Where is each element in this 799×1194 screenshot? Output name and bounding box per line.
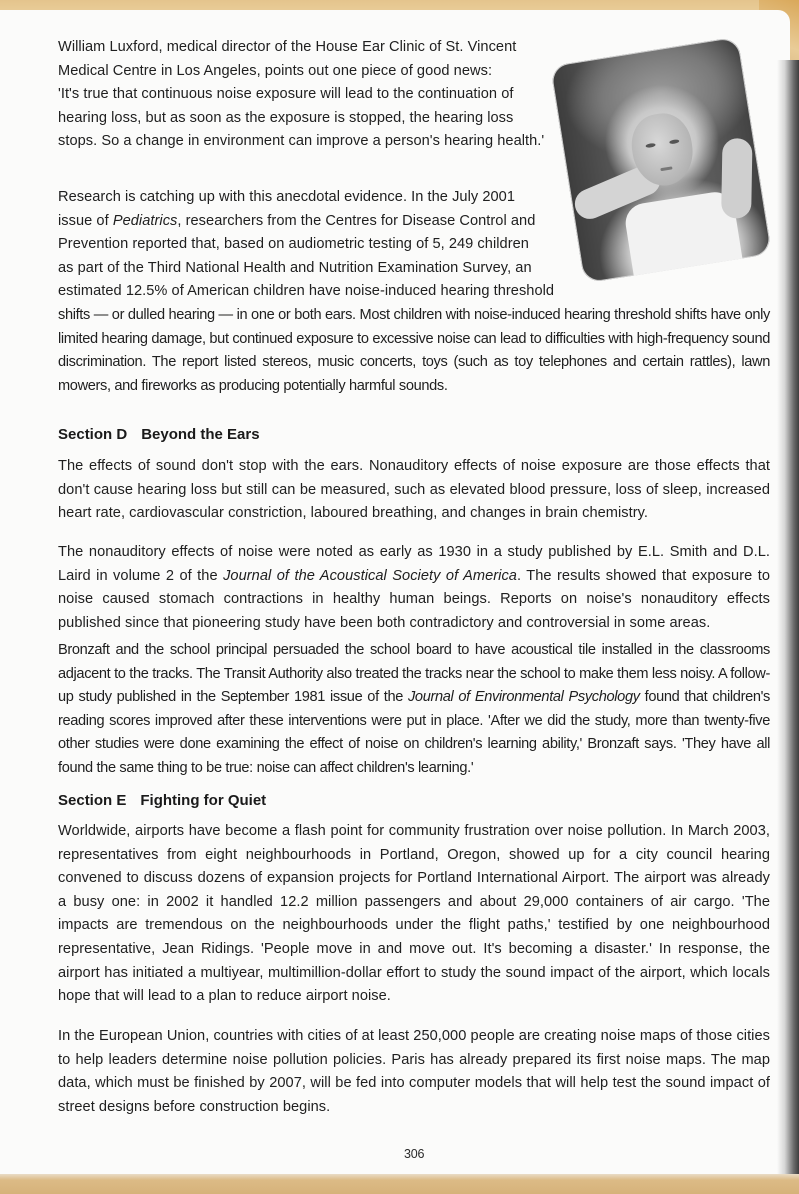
section-d-paragraph-1 (58, 455, 770, 526)
text-line: Prevention reported that, based on audiometric testing of 5, 249 children (58, 236, 529, 253)
paragraph-text: The effects of sound don't stop with the ears. Nonauditory effects of noise exposure are those effects that don't cause hearing loss but still can be measured, such as elevated blood pressure, loss of sleep, increased heart rate, cardiovascular constriction, laboured breathing, and changes in brain chemistry. (58, 458, 770, 522)
text-line: Medical Centre in Los Angeles, points out one piece of good news: (58, 62, 493, 79)
text-span: Bronzaft and the school principal persuaded the school board to have acoustical tile installed in the classrooms adjacent to the tracks. The Transit Authority also treated the tracks near the school to make them less noisy. A follow-up study published in the September 1981 issue of the (58, 642, 770, 706)
section-d-heading (58, 426, 260, 443)
paragraph-text: In the European Union, countries with cities of at least 250,000 people are creating noise maps of those cities to help leaders determine noise pollution policies. Paris has already prepared its first noise maps. The map data, which must be finished by 2007, will be fed into computer models that will help test the sound impact of street designs before construction begins. (58, 1028, 770, 1115)
section-e-paragraph-1 (58, 820, 770, 1009)
intro-paragraph-1 (58, 36, 558, 154)
paragraph-text (58, 639, 770, 781)
text-span: , researchers from the Centres for Disease Control and (177, 212, 536, 229)
text-line: Research is catching up with this anecdotal evidence. In the July 2001 (58, 189, 515, 205)
paragraph-text: Worldwide, airports have become a flash point for community frustration over noise pollution. In March 2003, representatives from eight neighbourhoods in Portland, Oregon, showed up for a city council hearing convened to discuss dozens of expansion projects for Portland International Airport. The airport was already a busy one: in 2002 it handled 12.2 million passengers and about 29,000 containers of air cargo. 'The impacts are tremendous on the neighbourhoods under the flight paths,' testified by one neighbourhood representative, Jean Ridings. 'People move in and move out. It's becoming a disaster.' In response, the airport has initiated a multiyear, multimillion-dollar effort to study the sound impact of the airport, which locals hope that will lead to a plan to reduce airport noise. (58, 823, 770, 1005)
photo-arm-right-shape (721, 138, 752, 219)
journal-title-pediatrics: Pediatrics (112, 212, 178, 229)
section-d-paragraph-2 (58, 541, 770, 635)
section-e-heading (58, 792, 266, 809)
section-d-label: Section D (58, 426, 128, 443)
intro-paragraph-2-narrow (58, 186, 578, 304)
text-span: The nonauditory effects of noise were noted as early as 1930 in a study published by E.L. Smith and D.L. Laird in volume 2 of the (58, 544, 770, 584)
paragraph-text: shifts — or dulled hearing — in one or both ears. Most children with noise-induced hearing threshold shifts have only limited hearing damage, but continued exposure to excessive noise can lead to difficulties with high-frequency sound discrimination. The report listed stereos, music concerts, toys (such as toy telephones and certain rattles), lawn mowers, and fireworks as producing potentially harmful sounds. (58, 307, 770, 394)
journal-title-environmental-psychology: Journal of Environmental Psychology (407, 689, 640, 706)
section-d-title: Beyond the Ears (141, 426, 260, 443)
text-line: 'It's true that continuous noise exposure will lead to the continuation of (58, 86, 514, 103)
book-bottom-edge (0, 1174, 799, 1194)
journal-title-acoustical-society: Journal of the Acoustical Society of America (223, 567, 517, 584)
page-number: 306 (404, 1147, 425, 1161)
intro-paragraph-2-rest (58, 304, 770, 398)
book-page (0, 10, 790, 1176)
child-covering-ears-photo (550, 36, 772, 283)
text-line (58, 210, 578, 234)
text-span: found that children's reading scores improved after these interventions were put in place. 'After we did the study, more than twenty-five other studies were done examining the effect of noise on children's learning ability,' Bronzaft says. 'They have all found the same thing to be true: noise can affect children's learning.' (58, 689, 770, 776)
section-e-label: Section E (58, 792, 127, 809)
text-span: . The results showed that exposure to noise caused stomach contractions in healthy human beings. Reports on noise's nonauditory effects published since that pioneering study have been both contradictory and controversial in some areas. (58, 567, 770, 631)
section-e-paragraph-2 (58, 1025, 770, 1119)
text-line: William Luxford, medical director of the House Ear Clinic of St. Vincent (58, 39, 517, 55)
text-span: issue of (58, 212, 113, 229)
section-d-paragraph-3 (58, 639, 770, 781)
page-binding-shadow (777, 60, 799, 1180)
text-line: stops. So a change in environment can improve a person's hearing health.' (58, 133, 545, 150)
text-line: hearing loss, but as soon as the exposure is stopped, the hearing loss (58, 109, 514, 126)
section-e-title: Fighting for Quiet (140, 792, 267, 809)
text-line: as part of the Third National Health and Nutrition Examination Survey, an (58, 259, 532, 276)
paragraph-text (58, 541, 770, 635)
text-line: estimated 12.5% of American children have noise-induced hearing threshold (58, 283, 555, 300)
